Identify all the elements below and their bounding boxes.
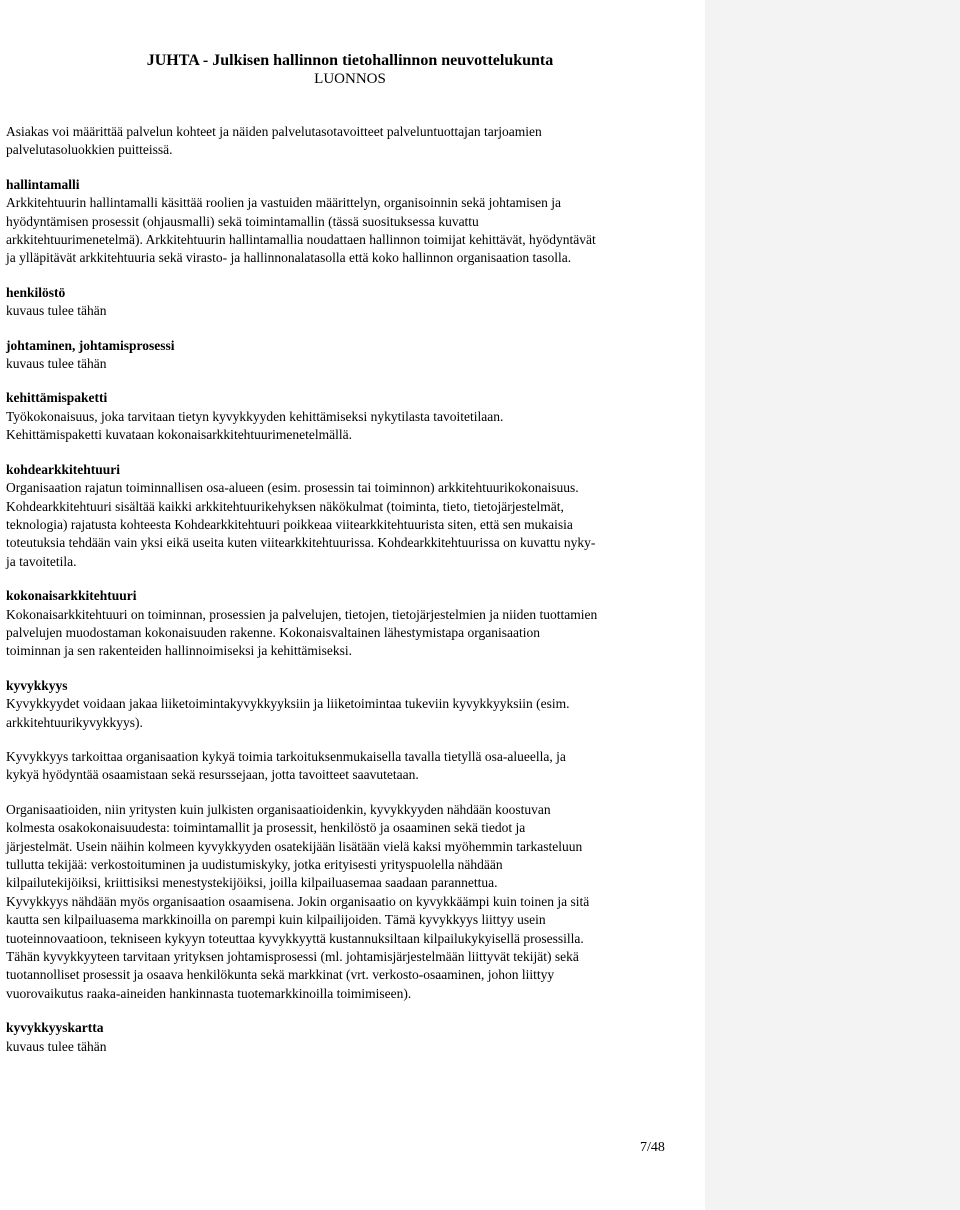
term-heading: kyvykkyyskartta [6, 1020, 104, 1036]
text-line: palvelujen muodostaman kokonaisuuden rakenne. Kokonaisvaltainen lähestymistapa organisaation [6, 624, 540, 640]
text-line: kuvaus tulee tähän [6, 356, 107, 372]
term-heading: henkilöstö [6, 284, 66, 300]
entry-johtaminen [6, 337, 700, 374]
text-line: ja ylläpitävät arkkitehtuuria sekä virasto- ja hallinnonalatasolla että koko hallinnon organisaation tasolla. [6, 250, 572, 266]
text-line: arkkitehtuurikyvykkyys). [6, 714, 143, 730]
text-line: hyödyntämisen prosessit (ohjausmalli) sekä toimintamallin (tässä suosituksessa kuvattu [6, 213, 479, 229]
text-line: Kyvykkyys nähdään myös organisaation osaamisena. Jokin organisaatio on kyvykkäämpi kuin toinen ja sitä [6, 893, 590, 909]
text-line: tuoteinnovaatioon, tekniseen kykyyn toteuttaa kyvykkyyttä kustannuksiltaan kilpailukykyisellä prosessilla. [6, 930, 584, 946]
text-line: arkkitehtuurimenetelmä). Arkkitehtuurin hallintamallia noudattaen hallinnon toimijat kehittävät, hyödyntävät [6, 232, 596, 248]
term-heading: kokonaisarkkitehtuuri [6, 588, 137, 604]
kyvykkyys-paragraph-2 [6, 748, 700, 785]
text-line: Organisaatioiden, niin yritysten kuin julkisten organisaatioidenkin, kyvykkyyden nähdään koostuvan [6, 801, 551, 817]
text-line: tullutta tekijää: verkostoituminen ja uudistumiskyky, jotka erityisesti yrityspuolella nähdään [6, 857, 503, 872]
entry-kohdearkkitehtuuri [6, 461, 700, 571]
kyvykkyys-paragraph-3 [6, 801, 700, 1003]
text-line: Organisaation rajatun toiminnallisen osa-alueen (esim. prosessin tai toiminnon) arkkitehtuurikokonaisuus. [6, 480, 579, 496]
term-heading: kyvykkyys [6, 677, 68, 693]
text-line: Työkokonaisuus, joka tarvitaan tietyn kyvykkyyden kehittämiseksi nykytilasta tavoitetilaan. [6, 408, 504, 424]
text-line: toiminnan ja sen rakenteiden hallinnoimiseksi ja kehittämiseksi. [6, 643, 353, 659]
entry-kyvykkyys [6, 677, 700, 732]
header-subtitle: LUONNOS [314, 71, 386, 87]
text-line: järjestelmät. Usein näihin kolmeen kyvykkyyden osatekijään lisätään vielä kaksi myöhemmin tarkasteluun [6, 838, 583, 854]
text-line: kykyä hyödyntää osaamistaan sekä resurssejaan, jotta tavoitteet saavutetaan. [6, 767, 419, 783]
text-line: Tähän kyvykkyyteen tarvitaan yrityksen johtamisprosessi (ml. johtamisjärjestelmään liittyvät tekijät) sekä [6, 949, 579, 965]
text-line: kautta sen kilpailuasema markkinoilla on parempi kuin kilpailijoiden. Tämä kyvykkyys liittyy usein [6, 912, 546, 928]
text-line: Arkkitehtuurin hallintamalli käsittää roolien ja vastuiden määrittelyn, organisoinnin sekä johtamisen ja [6, 195, 561, 211]
text-line: tuotannolliset prosessit ja osaava henkilökunta sekä markkinat (vrt. verkosto-osaaminen, johon liittyy [6, 967, 555, 983]
text-line: toteutuksia tehdään vain yksi eikä useita kuten viitearkkitehtuurissa. Kohdearkkitehtuurissa on kuvattu nyky- [6, 535, 596, 551]
text-line: Kehittämispaketti kuvataan kokonaisarkkitehtuurimenetelmällä. [6, 427, 353, 443]
term-heading: kohdearkkitehtuuri [6, 461, 121, 477]
text-line: vuorovaikutus raaka-aineiden hankinnasta tuotemarkkinoilla toimimiseen). [6, 985, 412, 1001]
entry-henkilosto [6, 284, 700, 321]
text-line: Kyvykkyydet voidaan jakaa liiketoimintakyvykkyyksiin ja liiketoimintaa tukeviin kyvykkyyksiin (esim. [6, 696, 570, 712]
term-heading: johtaminen, johtamisprosessi [6, 337, 175, 353]
text-line: teknologia) rajatusta kohteesta Kohdearkkitehtuuri poikkeaa viitearkkitehtuurista siten, että sen mukaisia [6, 516, 573, 532]
text-line: Kyvykkyys tarkoittaa organisaation kykyä toimia tarkoituksenmukaisella tavalla tietyllä osa-alueella, ja [6, 748, 566, 764]
document-body [6, 123, 700, 1072]
document-header [0, 52, 700, 88]
comment-margin-panel [705, 0, 960, 1210]
text-line: kolmesta osakokonaisuudesta: toimintamallit ja prosessit, henkilöstö ja osaaminen sekä tiedot ja [6, 820, 526, 836]
entry-kehittamispaketti [6, 389, 700, 444]
intro-paragraph [6, 123, 700, 160]
text-line: kilpailutekijöiksi, kriittisiksi menestystekijöiksi, joilla kilpailuasemaa saadaan parannettua. [6, 875, 498, 891]
text-line: Kokonaisarkkitehtuuri on toiminnan, prosessien ja palvelujen, tietojen, tietojärjestelmien ja niiden tuottamien [6, 606, 598, 622]
entry-kokonaisarkkitehtuuri [6, 587, 700, 661]
entry-kyvykkyyskartta [6, 1019, 700, 1056]
text-line: Kohdearkkitehtuuri sisältää kaikki arkkitehtuurikehyksen näkökulmat (toiminta, tieto, tietojärjestelmät, [6, 498, 564, 514]
term-heading: kehittämispaketti [6, 390, 108, 406]
entry-hallintamalli [6, 176, 700, 268]
text-line: kuvaus tulee tähän [6, 303, 107, 319]
text-line: palvelutasoluokkien puitteissä. [6, 142, 173, 158]
page-number: 7/48 [640, 1140, 665, 1155]
header-title: JUHTA - Julkisen hallinnon tietohallinnon neuvottelukunta [146, 52, 554, 69]
text-line: Asiakas voi määrittää palvelun kohteet ja näiden palvelutasotavoitteet palveluntuottajan tarjoamien [6, 124, 542, 139]
term-heading: hallintamalli [6, 176, 80, 192]
text-line: kuvaus tulee tähän [6, 1038, 107, 1054]
text-line: ja tavoitetila. [6, 553, 77, 569]
